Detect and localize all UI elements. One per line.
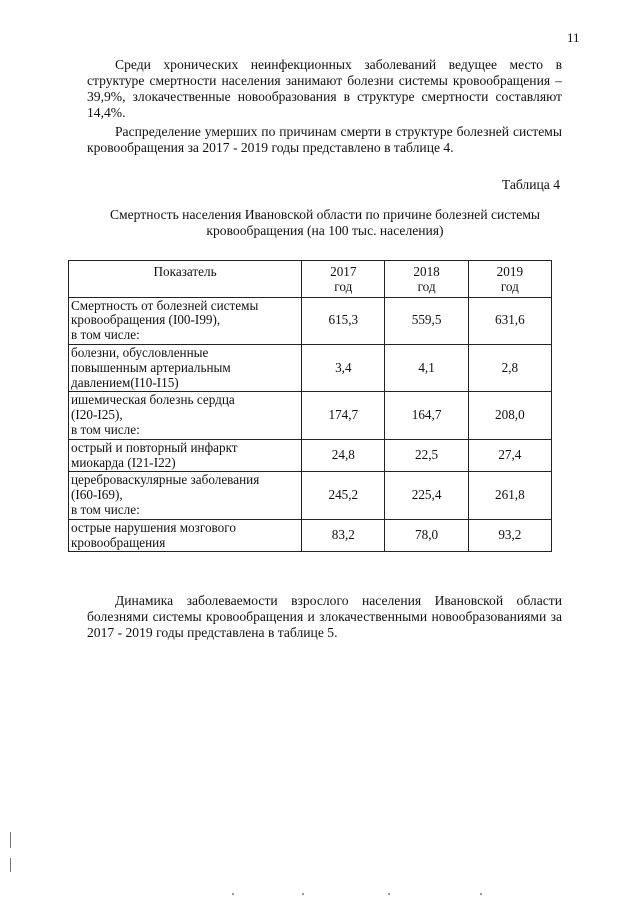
- cell-2018: 78,0: [385, 519, 468, 552]
- header-year-2017: [302, 261, 385, 298]
- paragraph-chronic-diseases: Среди хронических неинфекционных заболеваний ведущее место в структуре смертности населения занимают болезни системы кровообращения – 39,9%, злокачественные новообразования в структуре смертности составляют 14,4%.: [87, 57, 562, 120]
- row-label-line: кровообращения: [71, 534, 166, 550]
- cell-2018: 22,5: [385, 439, 468, 472]
- cell-2017: 615,3: [302, 297, 385, 344]
- row-label: [69, 392, 302, 439]
- row-label-line: острые нарушения мозгового: [71, 519, 236, 535]
- row-label-line: болезни, обусловленные: [71, 344, 209, 360]
- table-row: [69, 392, 552, 439]
- paragraph-morbidity-dynamics: Динамика заболеваемости взрослого населения Ивановской области болезнями системы кровообращения и злокачественными новообразованиями за 2017 - 2019 годы представлена в таблице 5.: [87, 593, 562, 640]
- scan-dot: [302, 893, 304, 895]
- table-row: [69, 472, 552, 519]
- row-label-line: в том числе:: [71, 501, 140, 517]
- scan-dot: [232, 893, 234, 895]
- row-label-line: миокарда (I21-I22): [71, 454, 176, 470]
- table-row: [69, 344, 552, 391]
- row-label-line: давлением(I10-I15): [71, 374, 179, 390]
- cell-2017: 174,7: [302, 392, 385, 439]
- row-label-line: в том числе:: [71, 421, 140, 437]
- scan-mark: [10, 832, 11, 848]
- table-row: [69, 297, 552, 344]
- cell-2018: 4,1: [385, 344, 468, 391]
- cell-2019: 208,0: [468, 392, 551, 439]
- table-header-row: [69, 261, 552, 298]
- header-indicator: Показатель: [69, 261, 302, 298]
- row-label: [69, 439, 302, 472]
- cell-2019: 93,2: [468, 519, 551, 552]
- header-year-2019: [468, 261, 551, 298]
- row-label: [69, 344, 302, 391]
- row-label-line: (I20-I25),: [71, 407, 123, 423]
- row-label-line: ишемическая болезнь сердца: [71, 392, 235, 408]
- table-row: [69, 519, 552, 552]
- cell-2018: 225,4: [385, 472, 468, 519]
- row-label: [69, 519, 302, 552]
- row-label-line: (I60-I69),: [71, 487, 123, 503]
- row-label-line: кровообращения (I00-I99),: [71, 312, 221, 328]
- header-year-2018: [385, 261, 468, 298]
- cell-2017: 3,4: [302, 344, 385, 391]
- table-title: Смертность населения Ивановской области по причине болезней системы кровообращения (на 100 тыс. населения): [109, 207, 541, 238]
- cell-2017: 245,2: [302, 472, 385, 519]
- row-label: [69, 297, 302, 344]
- cell-2018: 559,5: [385, 297, 468, 344]
- mortality-table: [68, 260, 552, 552]
- year-value: 2018: [413, 264, 440, 279]
- cell-2017: 83,2: [302, 519, 385, 552]
- table-row: [69, 439, 552, 472]
- row-label-line: повышенным артериальным: [71, 359, 231, 375]
- scan-mark: [10, 858, 11, 872]
- paragraph-distribution: Распределение умерших по причинам смерти в структуре болезней системы кровообращения за 2017 - 2019 годы представлено в таблице 4.: [87, 124, 562, 155]
- year-unit: год: [500, 278, 519, 294]
- table-label: Таблица 4: [501, 177, 560, 192]
- row-label-line: острый и повторный инфаркт: [71, 439, 238, 455]
- cell-2019: 261,8: [468, 472, 551, 519]
- cell-2019: 631,6: [468, 297, 551, 344]
- year-unit: год: [417, 278, 436, 294]
- row-label-line: цереброваскулярные заболевания: [71, 472, 260, 488]
- row-label: [69, 472, 302, 519]
- year-unit: год: [334, 278, 353, 294]
- page-number: 11: [567, 30, 580, 45]
- row-label-line: в том числе:: [71, 327, 140, 343]
- cell-2019: 27,4: [468, 439, 551, 472]
- cell-2018: 164,7: [385, 392, 468, 439]
- row-label-line: Смертность от болезней системы: [71, 297, 259, 313]
- year-value: 2017: [330, 264, 357, 279]
- cell-2019: 2,8: [468, 344, 551, 391]
- cell-2017: 24,8: [302, 439, 385, 472]
- year-value: 2019: [496, 264, 524, 279]
- scan-dot: [480, 893, 482, 895]
- scan-dot: [388, 893, 390, 895]
